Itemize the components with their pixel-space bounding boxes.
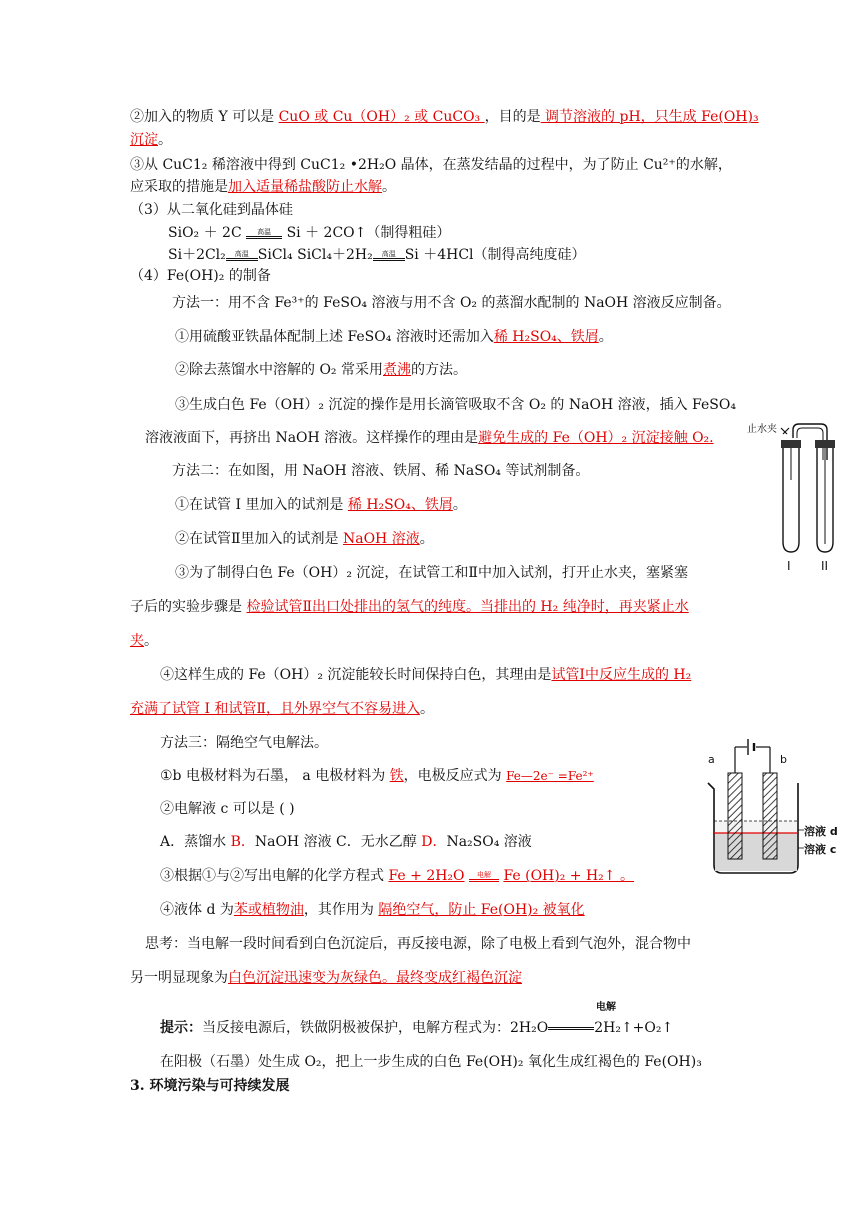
answer: 沉淀 (130, 132, 158, 148)
choice-a: A．蒸馏水 (160, 834, 231, 850)
text: 。 (419, 531, 434, 547)
section-heading: （4）Fe(OH)₂ 的制备 (130, 268, 271, 284)
text: ①b 电极材料为石墨， a 电极材料为 (160, 768, 390, 784)
solution-c-label: 溶液 c (804, 843, 837, 856)
text-line (160, 866, 634, 886)
text: 2H₂↑+O₂↑ (594, 1020, 674, 1036)
text-line: ③为了制得白色 Fe（OH）₂ 沉淀，在试管工和Ⅱ中加入试剂，打开止水夹，塞紧塞 (175, 565, 688, 581)
choice-line (160, 832, 532, 852)
text: 。 (452, 497, 467, 513)
answer: Fe (OH)₂ + H₂↑ 。 (503, 868, 634, 884)
clamp-label: 止水夹 (747, 424, 777, 435)
electrode-b (763, 773, 777, 859)
tube-1-label: I (787, 559, 791, 573)
electrode-b-label: b (780, 753, 787, 766)
answer: 检验试管Ⅱ出口处排出的氢气的纯度。当排出的 H₂ 纯净时，再夹紧止水 (246, 599, 689, 615)
answer: 夹 (130, 633, 144, 649)
equation-mid: SiCl₄ SiCl₄＋2H₂ (257, 247, 373, 263)
text: 。 (382, 179, 396, 195)
text: 子后的实验步骤是 (130, 599, 247, 615)
text-line (175, 529, 434, 549)
condition-label: 电解 (596, 1002, 616, 1013)
text: 溶液液面下，再挤出 NaOH 溶液。这样操作的理由是 (145, 430, 479, 446)
electrode-a-label: a (708, 753, 715, 766)
answer: CuO 或 Cu（OH）₂ 或 CuCO₃ (278, 109, 485, 125)
equation-rhs: Si ＋ 2CO↑（制得粗硅） (286, 225, 451, 241)
text-line (175, 495, 467, 515)
answer: 苯或植物油 (233, 902, 304, 918)
electrolysis-figure (700, 733, 855, 878)
answer: 隔绝空气，防止 Fe(OH)₂ 被氧化 (378, 902, 585, 918)
equation-lhs: Si＋2Cl₂ (168, 247, 226, 263)
text: ②加入的物质 Y 可以是 (130, 109, 279, 125)
choice-b-c: NaOH 溶液 C．无水乙醇 (254, 834, 422, 850)
condition: 高温 (257, 227, 272, 236)
equation-rhs: Si ＋4HCl（制得高纯度硅） (404, 247, 586, 263)
reaction-arrow (373, 250, 405, 261)
text-line (130, 968, 522, 988)
text-line (145, 428, 714, 448)
reaction-arrow (226, 250, 258, 261)
text-line (130, 597, 689, 617)
answer: 调节溶液的 pH，只生成 Fe(OH)₃ (540, 109, 759, 125)
text: ③根据①与②写出电解的化学方程式 (160, 868, 389, 884)
text: 。 (419, 701, 434, 717)
text: ，目的是 (484, 109, 541, 125)
condition: 高温 (381, 249, 396, 258)
text: ，其作用为 (303, 902, 379, 918)
text-line (130, 107, 759, 127)
answer: 铁 (389, 768, 404, 784)
text: 的方法。 (411, 362, 467, 378)
hint-label: 提示： (160, 1020, 202, 1036)
text: 。 (158, 132, 172, 148)
text-line: ③生成白色 Fe（OH）₂ 沉淀的操作是用长滴管吸取不含 O₂ 的 NaOH 溶液，插入 FeSO₄ (175, 397, 736, 413)
text-line (175, 360, 467, 380)
text-line: ②电解液 c 可以是 ( ) (160, 801, 295, 817)
answer: 避免生成的 Fe（OH）₂ 沉淀接触 O₂. (478, 430, 714, 446)
stopper-1 (781, 440, 801, 448)
choice-d: Na₂SO₄ 溶液 (446, 834, 532, 850)
hint-line (160, 1018, 673, 1038)
reaction-arrow (469, 871, 499, 882)
text-line: 思考：当电解一段时间看到白色沉淀后，再反接电源，除了电极上看到气泡外，混合物中 (145, 936, 691, 952)
text-line (160, 766, 594, 786)
answer: 稀 H₂SO₄、铁屑 (493, 329, 599, 345)
text-line: 方法二：在如图，用 NaOH 溶液、铁屑、稀 NaSO₄ 等试剂制备。 (172, 463, 590, 479)
answer: Fe + 2H₂O (388, 868, 465, 884)
text-line (130, 631, 158, 651)
text-line (160, 900, 585, 920)
text-line (130, 130, 172, 150)
reaction-arrow (548, 1027, 594, 1030)
stopper-2 (815, 440, 835, 448)
answer: NaOH 溶液 (342, 531, 420, 547)
text-line: ③从 CuC1₂ 稀溶液中得到 CuC1₂ •2H₂O 晶体，在蒸发结晶的过程中，为了防止 Cu²⁺的水解， (130, 157, 732, 173)
text: ②在试管Ⅱ里加入的试剂是 (175, 531, 343, 547)
equation-lhs: SiO₂ ＋ 2C (168, 225, 242, 241)
answer: 白色沉淀迅速变为灰绿色。最终变成红褐色沉淀 (228, 970, 522, 986)
text: ，电极反应式为 (403, 768, 507, 784)
reaction-arrow (246, 228, 282, 239)
answer: 试管Ⅰ中反应生成的 H₂ (551, 667, 692, 683)
solution-c (715, 833, 797, 871)
condition: 高温 (234, 249, 249, 258)
text-line (130, 177, 396, 197)
answer: 加入适量稀盐酸防止水解 (228, 179, 382, 195)
text: 另一明显现象为 (130, 970, 228, 986)
text: 。 (598, 329, 613, 345)
text-line (175, 327, 613, 347)
answer: 煮沸 (383, 362, 411, 378)
text: ①在试管 I 里加入的试剂是 (175, 497, 348, 513)
answer: 充满了试管 I 和试管Ⅱ，且外界空气不容易进入 (130, 701, 420, 717)
text: ②除去蒸馏水中溶解的 O₂ 常采用 (175, 362, 383, 378)
answer: 稀 H₂SO₄、铁屑 (347, 497, 453, 513)
solution-d-label: 溶液 d (804, 825, 838, 838)
choice-b-letter: B． (230, 834, 255, 850)
text: ①用硫酸亚铁晶体配制上述 FeSO₄ 溶液时还需加入 (175, 329, 494, 345)
text-line (160, 665, 691, 685)
text-line (130, 699, 434, 719)
test-tube-figure (745, 420, 855, 580)
condition: 电解 (476, 870, 491, 879)
clamp-icon (781, 428, 789, 434)
equation (168, 245, 586, 265)
text-line: 方法一：用不含 Fe³⁺的 FeSO₄ 溶液与用不含 O₂ 的蒸溜水配制的 NaOH 溶液反应制备。 (172, 295, 731, 311)
text: ④液体 d 为 (160, 902, 234, 918)
text-line: 方法三：隔绝空气电解法。 (160, 735, 328, 751)
text: 应采取的措施是 (130, 179, 228, 195)
solution-d (715, 821, 797, 833)
equation (168, 223, 450, 243)
section-heading: （3）从二氧化硅到晶体硅 (130, 202, 293, 218)
answer: Fe—2e⁻ =Fe²⁺ (506, 769, 594, 783)
text: 。 (144, 633, 158, 649)
text-line: 在阳极（石墨）处生成 O₂，把上一步生成的白色 Fe(OH)₂ 氧化生成红褐色的 Fe(OH)₃ (160, 1054, 702, 1070)
choice-d-letter: D． (421, 834, 447, 850)
tube-2-label: II (821, 559, 829, 573)
text: 当反接电源后，铁做阴极被保护，电解方程式为：2H₂O (202, 1020, 549, 1036)
electrode-a (728, 773, 742, 859)
section-heading: 3. 环境污染与可持续发展 (130, 1078, 290, 1094)
text: ④这样生成的 Fe（OH）₂ 沉淀能较长时间保持白色，其理由是 (160, 667, 552, 683)
